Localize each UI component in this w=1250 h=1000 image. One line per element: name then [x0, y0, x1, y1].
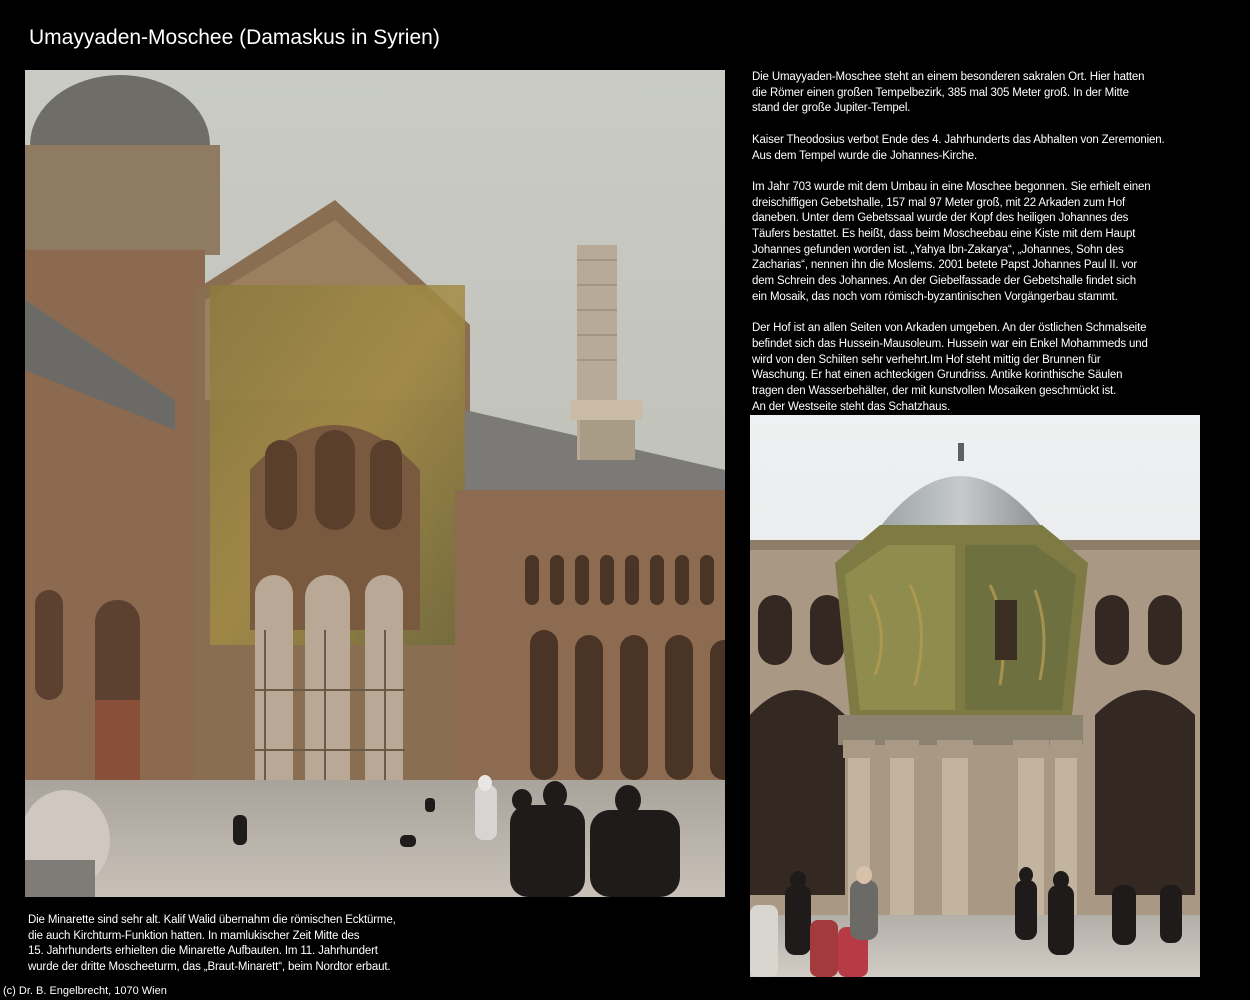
text-line: Die Minarette sind sehr alt. Kalif Walid übernahm die römischen Ecktürme, [28, 914, 396, 926]
fountain-photo [750, 415, 1200, 977]
text-line: dreischiffigen Gebetshalle, 157 mal 97 Meter groß, mit 22 Arkaden zum Hof [752, 196, 1126, 209]
text-line: befindet sich das Hussein-Mausoleum. Hussein war ein Enkel Mohammeds und [752, 337, 1148, 350]
text-line: An der Westseite steht das Schatzhaus. [752, 400, 951, 413]
text-line: wurde der dritte Moscheeturm, das „Braut-Minarett“, beim Nordtor erbaut. [28, 961, 391, 974]
text-line: Waschung. Er hat einen achteckigen Grundriss. Antike korinthische Säulen [752, 369, 1123, 382]
text-line: ein Mosaik, das noch vom römisch-byzantinischen Vorgängerbau stammt. [752, 290, 1118, 303]
text-line: stand der große Jupiter-Tempel. [752, 102, 911, 115]
description-text [752, 70, 1212, 415]
text-line: 15. Jahrhunderts erhielten die Minarette Aufbauten. Im 11. Jahrhundert [28, 945, 378, 958]
description-paragraph [752, 133, 1212, 164]
text-line: Johannes gefunden worden ist. „Yahya Ibn-Zakarya“, „Johannes, Sohn des [752, 243, 1124, 256]
description-paragraph [752, 321, 1212, 415]
text-line: wird von den Schiiten sehr verhehrt.Im Hof steht mittig der Brunnen für [752, 353, 1101, 366]
minaret-caption [28, 913, 448, 976]
text-line: Kaiser Theodosius verbot Ende des 4. Jahrhunderts das Abhalten von Zeremonien. [752, 133, 1165, 146]
text-line: die Römer einen großen Tempelbezirk, 385 mal 305 Meter groß. In der Mitte [752, 86, 1129, 99]
text-line: tragen den Wasserbehälter, der mit kunstvollen Mosaiken geschmückt ist. [752, 385, 1117, 398]
mosque-facade-photo [25, 70, 725, 897]
text-line: Der Hof ist an allen Seiten von Arkaden umgeben. An der östlichen Schmalseite [752, 322, 1147, 335]
text-line: dem Schrein des Johannes. An der Giebelfassade der Gebetshalle findet sich [752, 275, 1136, 288]
text-line: Täufers bestattet. Es heißt, dass beim Moscheebau eine Kiste mit dem Haupt [752, 228, 1136, 240]
text-line: die auch Kirchturm-Funktion hatten. In mamlukischer Zeit Mitte des [28, 929, 360, 942]
text-line: daneben. Unter dem Gebetssaal wurde der Kopf des heiligen Johannes des [752, 212, 1129, 225]
description-paragraph [752, 180, 1212, 306]
text-line: Im Jahr 703 wurde mit dem Umbau in eine Moschee begonnen. Sie erhielt einen [752, 180, 1151, 193]
text-line: Die Umayyaden-Moschee steht an einem besonderen sakralen Ort. Hier hatten [752, 71, 1145, 83]
text-line: Aus dem Tempel wurde die Johannes-Kirche. [752, 149, 978, 162]
text-line: Zacharias“, nennen ihn die Moslems. 2001 betete Papst Johannes Paul II. vor [752, 259, 1138, 272]
copyright-notice: (c) Dr. B. Engelbrecht, 1070 Wien [3, 985, 167, 997]
page-title: Umayyaden-Moschee (Damaskus in Syrien) [29, 26, 440, 49]
description-paragraph [752, 70, 1212, 117]
